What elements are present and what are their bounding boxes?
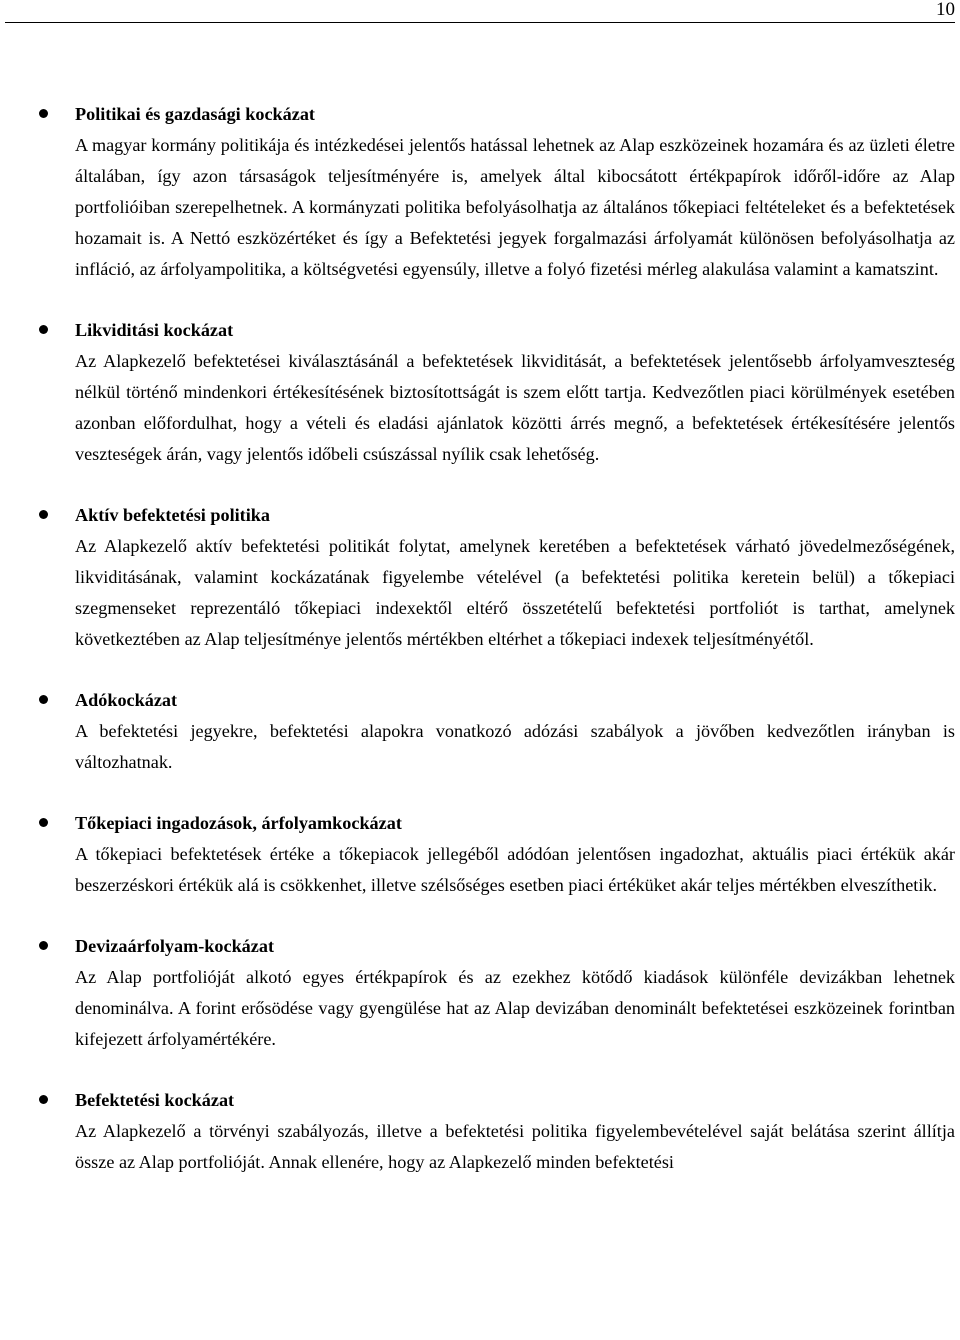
section-title: Devizaárfolyam-kockázat [75, 936, 274, 956]
risk-section-investment [0, 1085, 960, 1178]
bullet-icon [39, 941, 48, 950]
bullet-icon [39, 325, 48, 334]
bullet-icon [39, 1095, 48, 1104]
bullet-icon [39, 695, 48, 704]
section-title: Aktív befektetési politika [75, 505, 271, 525]
bullet-icon [39, 510, 48, 519]
risk-section-tax [0, 685, 960, 778]
header-rule [5, 22, 955, 23]
section-text: A tőkepiaci befektetések értéke a tőkepiacok jellegéből adódóan jelentősen ingadozhat, aktuális piaci értékük akár beszerzéskori értékük alá is csökkenhet, illetve szélsőséges esetben piaci értéküket akár teljes mértékben elveszíthetik. [75, 844, 955, 895]
document-body [0, 99, 960, 1178]
section-text: A magyar kormány politikája és intézkedései jelentős hatással lehetnek az Alap eszközeinek hozamára és az üzleti életre általában, így azon társaságok teljesítményére is, amelyek által kibocsátott értékpapírok időről-időre az Alap portfolióiban szerepelhetnek. A kormányzati politika befolyásolhatja az általános tőkepiaci feltételeket és a befektetések hozamait is. A Nettó eszközértéket és így a Befektetési jegyek forgalmazási árfolyamát különösen befolyásolhatja az infláció, az árfolyampolitika, a költségvetési egyensúly, illetve a folyó fizetési mérleg alakulása valamint a kamatszint. [75, 135, 955, 279]
section-title: Adókockázat [75, 690, 178, 710]
section-text: Az Alapkezelő aktív befektetési politikát folytat, amelynek keretében a befektetések várható jövedelmezőségének, likviditásának, valamint kockázatának figyelembe vételével (a befektetési politika keretein belül) a tőkepiaci szegmenseket reprezentáló tőkepiaci indexektől eltérő összetételű befektetési portfoliót is tarthat, amelynek következtében az Alap teljesítménye jelentős mértékben eltérhet a tőkepiaci indexek teljesítményétől. [75, 536, 955, 649]
bullet-icon [39, 109, 48, 118]
risk-section-market-volatility [0, 808, 960, 901]
risk-section-active-policy [0, 500, 960, 655]
page-header [0, 0, 960, 22]
section-text: Az Alapkezelő a törvényi szabályozás, illetve a befektetési politika figyelembevételével saját belátása szerint állítja össze az Alap portfolióját. Annak ellenére, hogy az Alapkezelő minden befektetési [75, 1121, 955, 1172]
risk-section-currency [0, 931, 960, 1055]
section-text: Az Alap portfolióját alkotó egyes értékpapírok és az ezekhez kötődő kiadások különféle devizákban lehetnek denominálva. A forint erősödése vagy gyengülése hat az Alap devizában denominált befektetései eszközeinek forintban kifejezett árfolyamértékére. [75, 967, 955, 1049]
section-text: A befektetési jegyekre, befektetési alapokra vonatkozó adózási szabályok a jövőben kedvezőtlen irányban is változhatnak. [75, 721, 955, 772]
risk-section-political [0, 99, 960, 285]
section-title: Politikai és gazdasági kockázat [75, 104, 315, 124]
risk-section-liquidity [0, 315, 960, 470]
page-number: 10 [936, 0, 955, 20]
bullet-icon [39, 818, 48, 827]
section-title: Likviditási kockázat [75, 320, 234, 340]
section-text: Az Alapkezelő befektetései kiválasztásánál a befektetések likviditását, a befektetések jelentősebb árfolyamveszteség nélkül történő mindenkori értékesítésének biztosítottságát is szem előtt tartja. Kedvezőtlen piaci körülmények esetében azonban előfordulhat, hogy a vételi és eladási ajánlatok közötti árrés megnő, a befektetések értékesítésére jelentős veszteségek árán, vagy jelentős időbeli csúszással nyílik csak lehetőség. [75, 351, 955, 464]
section-title: Tőkepiaci ingadozások, árfolyamkockázat [75, 813, 402, 833]
section-title: Befektetési kockázat [75, 1090, 235, 1110]
